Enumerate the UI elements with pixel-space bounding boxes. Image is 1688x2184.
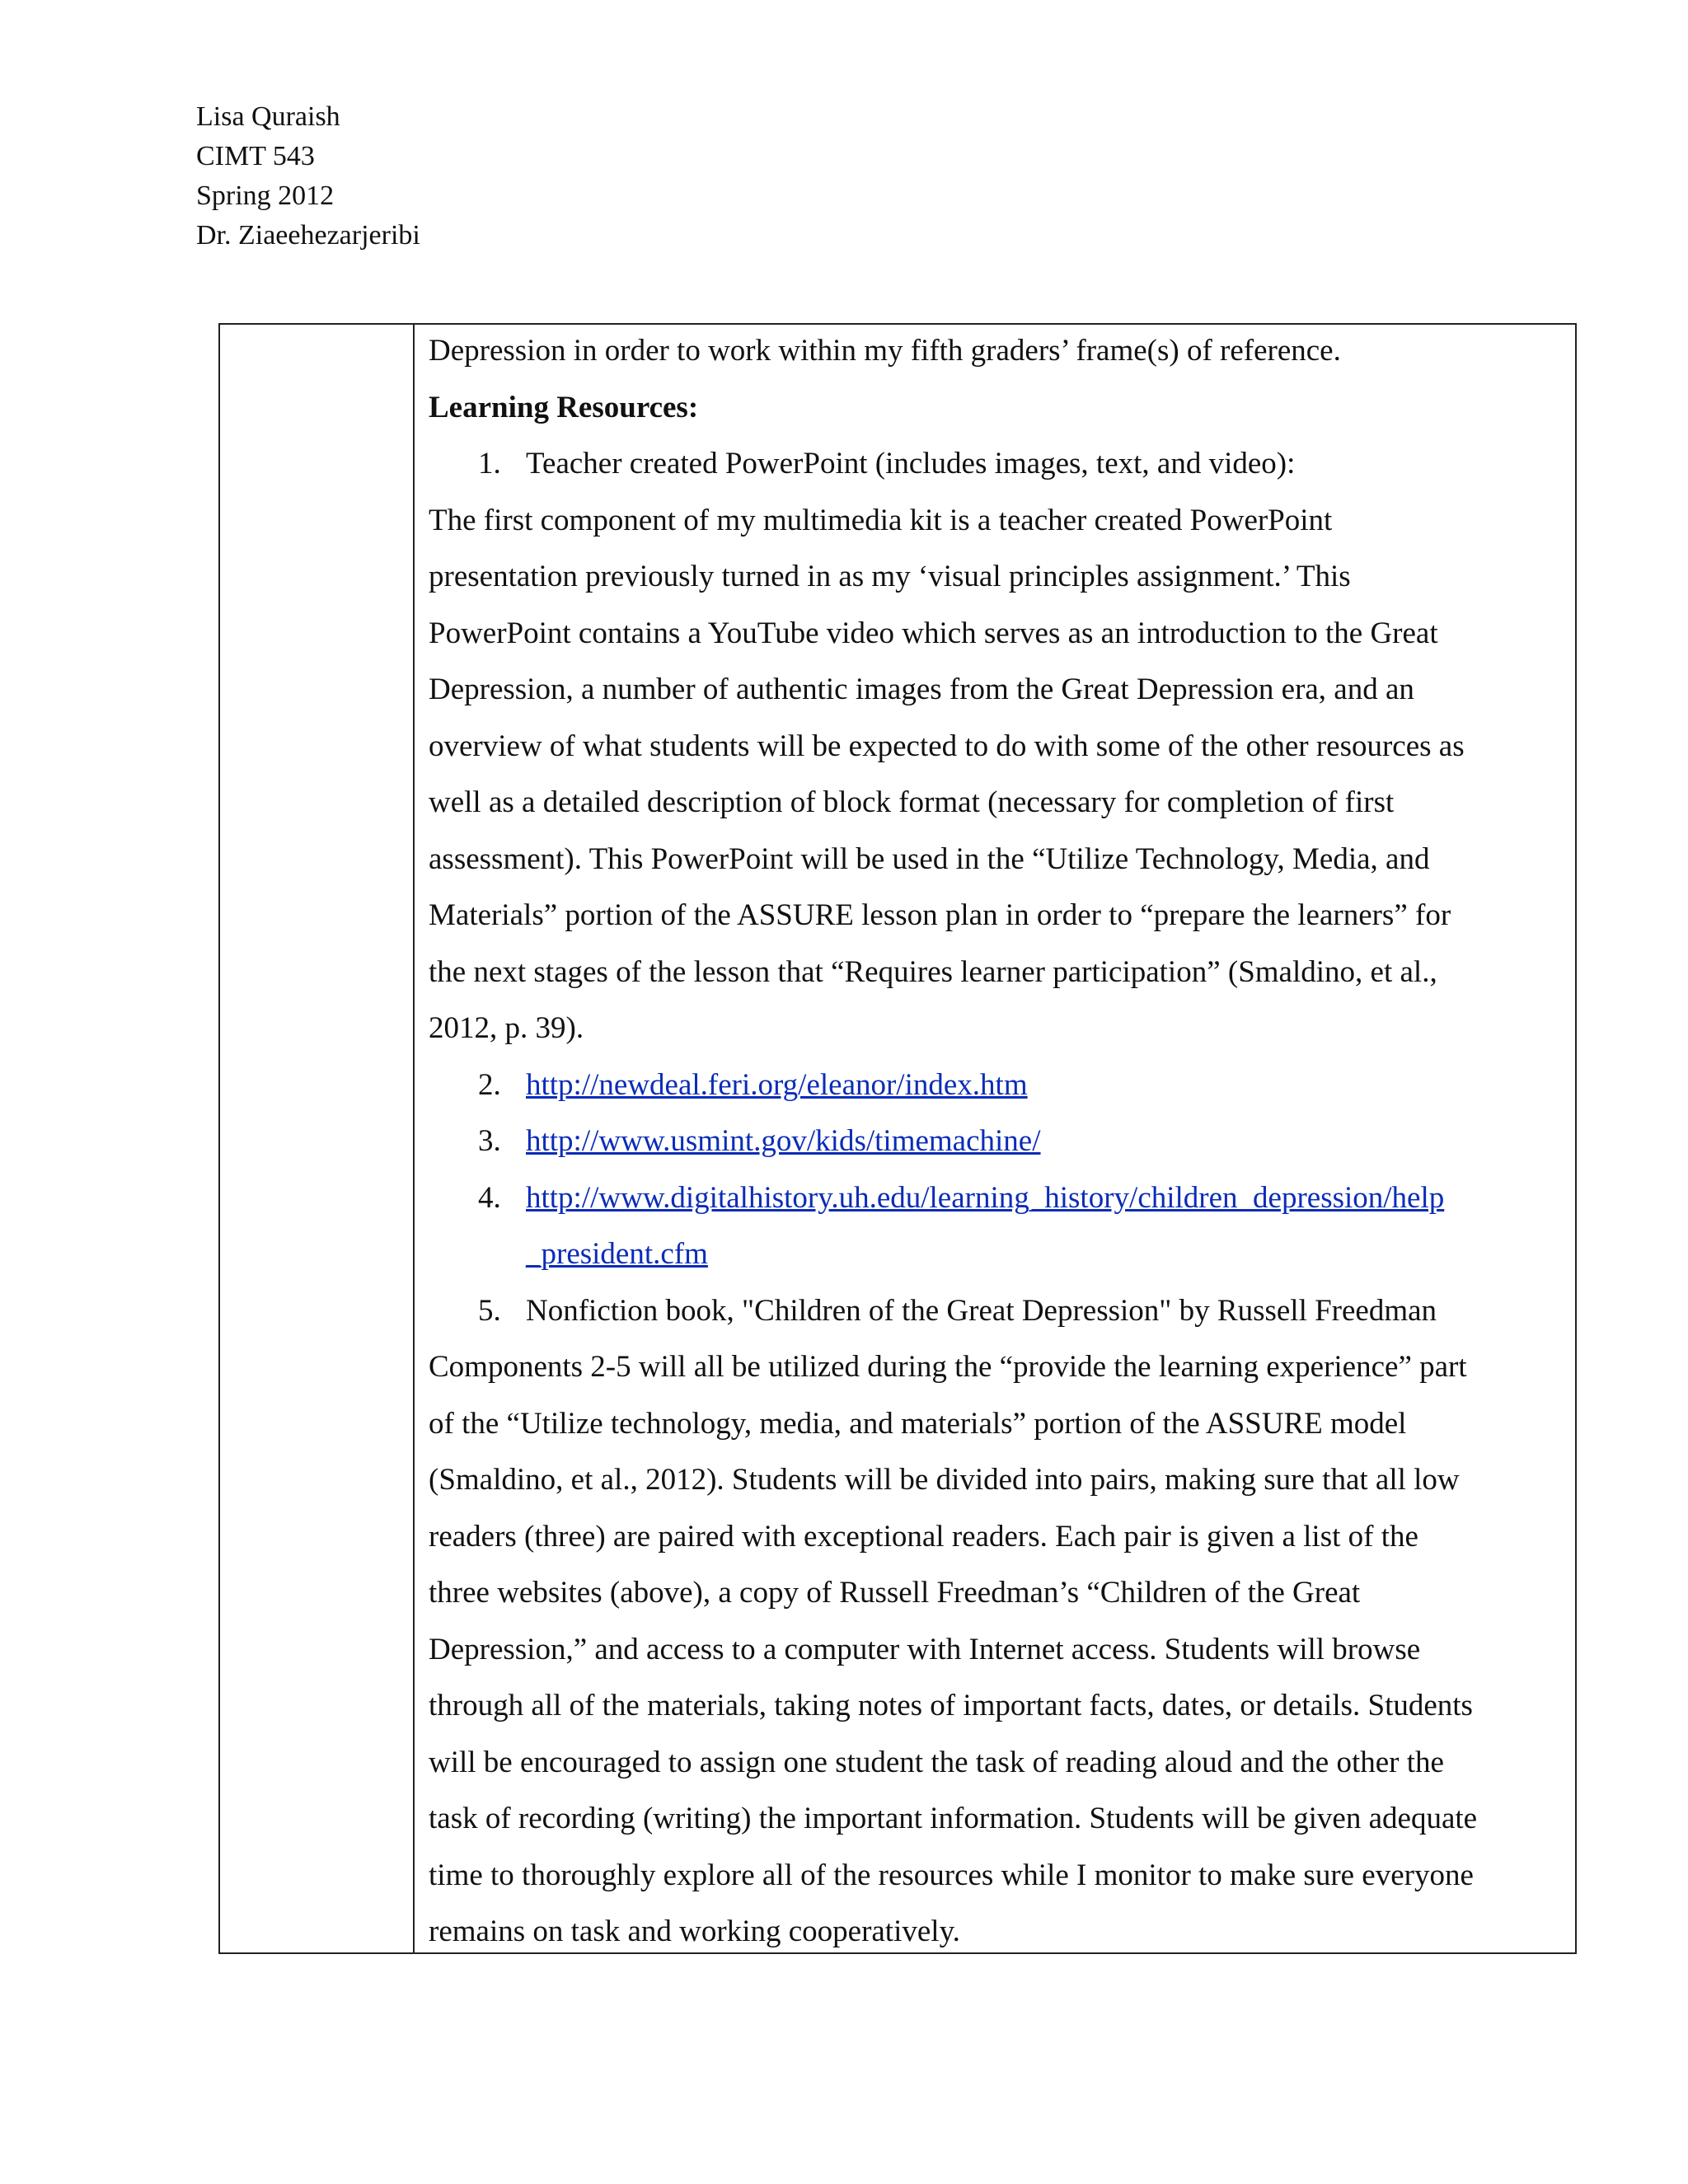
paragraph-line: three websites (above), a copy of Russell Freedman’s “Children of the Great [429, 1576, 1361, 1610]
paragraph-line: the next stages of the lesson that “Requires learner participation” (Smaldino, et al., [429, 954, 1437, 989]
paragraph-line: Depression, a number of authentic images from the Great Depression era, and an [429, 673, 1414, 706]
document-header [196, 97, 420, 255]
author-name: Lisa Quraish [196, 101, 340, 132]
list-item-4 [429, 1170, 1568, 1227]
paragraph-line: 2012, p. 39). [429, 1011, 584, 1045]
link-digitalhistory-continued[interactable]: _president.cfm [526, 1237, 708, 1271]
paragraph-line: task of recording (writing) the important information. Students will be given adequate [429, 1802, 1478, 1835]
list-number: 5. [478, 1293, 501, 1328]
instructor: Dr. Ziaeehezarjeribi [196, 220, 420, 251]
paragraph-line: of the “Utilize technology, media, and materials” portion of the ASSURE model [429, 1406, 1407, 1441]
paragraph-line: The first component of my multimedia kit is a teacher created PowerPoint [429, 503, 1333, 537]
list-item-text: Teacher created PowerPoint (includes images, text, and video): [526, 447, 1296, 480]
paragraph-line: presentation previously turned in as my ‘visual principles assignment.’ This [429, 560, 1351, 593]
paragraph-line: Components 2-5 will all be utilized during the “provide the learning experience” part [429, 1350, 1467, 1384]
intro-line: Depression in order to work within my fifth graders’ frame(s) of reference. [429, 334, 1341, 368]
paragraph-line: readers (three) are paired with exceptional readers. Each pair is given a list of the [429, 1519, 1418, 1554]
link-newdeal[interactable]: http://newdeal.feri.org/eleanor/index.htm [526, 1067, 1028, 1102]
list-number: 1. [478, 447, 501, 480]
paragraph-line: well as a detailed description of block format (necessary for completion of first [429, 785, 1395, 819]
course-code: CIMT 543 [196, 141, 315, 171]
paragraph-line: through all of the materials, taking notes of important facts, dates, or details. Students [429, 1689, 1473, 1722]
list-number: 3. [478, 1124, 501, 1158]
paragraph-line: Materials” portion of the ASSURE lesson plan in order to “prepare the learners” for [429, 898, 1451, 932]
paragraph-line: Depression,” and access to a computer with Internet access. Students will browse [429, 1632, 1421, 1666]
link-usmint[interactable]: http://www.usmint.gov/kids/timemachine/ [526, 1124, 1041, 1158]
paragraph-line: (Smaldino, et al., 2012). Students will be divided into pairs, making sure that all low [429, 1463, 1460, 1497]
list-number: 4. [478, 1180, 501, 1215]
list-item-5 [429, 1283, 1568, 1340]
section-heading: Learning Resources: [429, 390, 699, 424]
paragraph-line: remains on task and working cooperatively. [429, 1915, 960, 1948]
table-left-cell [220, 325, 415, 1952]
paragraph-line: assessment). This PowerPoint will be used in the “Utilize Technology, Media, and [429, 841, 1430, 876]
paragraph-line: overview of what students will be expected to do with some of the other resources as [429, 729, 1465, 763]
link-digitalhistory[interactable]: http://www.digitalhistory.uh.edu/learning_history/children_depression/help [526, 1180, 1445, 1215]
paragraph-powerpoint [429, 493, 1568, 1057]
paragraph-line: will be encouraged to assign one student the task of reading aloud and the other the [429, 1745, 1444, 1779]
list-item-3 [429, 1113, 1568, 1170]
paragraph-components [429, 1339, 1568, 1961]
term: Spring 2012 [196, 180, 335, 211]
list-item-2 [429, 1057, 1568, 1114]
list-number: 2. [478, 1067, 501, 1102]
table-right-cell [429, 323, 1568, 1961]
paragraph-line: time to thoroughly explore all of the resources while I monitor to make sure everyone [429, 1858, 1474, 1892]
list-item-1 [429, 436, 1568, 493]
paragraph-line: PowerPoint contains a YouTube video which serves as an introduction to the Great [429, 616, 1438, 650]
list-item-4-continued [429, 1226, 1568, 1283]
list-item-text: Nonfiction book, "Children of the Great Depression" by Russell Freedman [526, 1293, 1437, 1328]
